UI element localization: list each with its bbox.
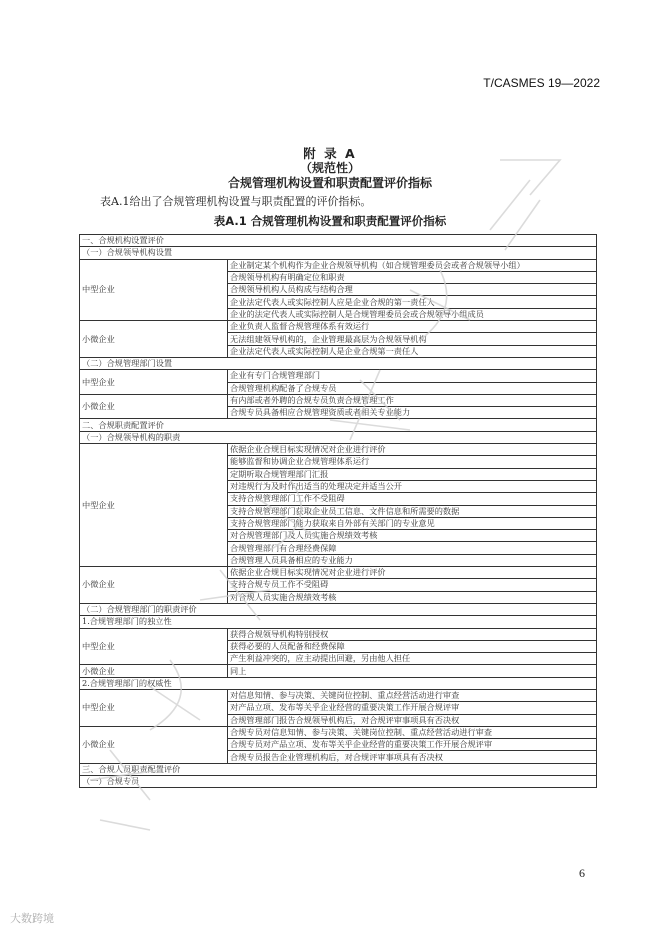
criterion-cell: 对信息知情、参与决策、关键岗位控制、重点经营活动进行审查 [228,689,597,701]
table-row [80,776,597,788]
table-row [80,431,597,443]
criterion-cell: 合规专员具备相应合规管理资质或者相关专业能力 [228,407,597,419]
subsection-heading: 1.合规管理部门的独立性 [80,616,597,628]
criterion-cell: 同上 [228,665,597,677]
table-row [80,616,597,628]
subsection-heading: （二）合规管理部门设置 [80,357,597,369]
criterion-cell: 支持合规管理部门工作不受阻碍 [228,493,597,505]
subsection-heading: （一）合规领导机构的职责 [80,431,597,443]
criterion-cell: 对合规管理部门及人员实施合规绩效考核 [228,530,597,542]
table-row [80,357,597,369]
criterion-cell: 获得合规领导机构特别授权 [228,628,597,640]
criterion-cell: 合规管理部门报告合规领导机构后，对合规评审事项具有否决权 [228,714,597,726]
evaluation-table [79,234,597,788]
criterion-cell: 合规领导机构有明确定位和职责 [228,271,597,283]
criterion-cell: 对合规人员实施合规绩效考核 [228,591,597,603]
standard-code: T/CASMES 19—2022 [483,76,600,90]
category-cell: 小微企业 [80,726,228,763]
criterion-cell: 支持合规管理部门能力获取来自外部有关部门的专业意见 [228,517,597,529]
table-row [80,567,597,579]
criterion-cell: 能够监督和协调企业合规管理体系运行 [228,456,597,468]
section-heading: 二、合规职责配置评价 [80,419,597,431]
category-cell: 小微企业 [80,394,228,419]
criterion-cell: 企业负责人监督合规管理体系有效运行 [228,321,597,333]
table-row [80,321,597,333]
footer-logo: 大数跨境 [10,912,54,925]
table-row [80,235,597,247]
criterion-cell: 企业法定代表人或实际控制人应是企业合规的第一责任人 [228,296,597,308]
criterion-cell: 合规专员报告企业管理机构后，对合规评审事项具有否决权 [228,751,597,763]
criterion-cell: 产生利益冲突的，应主动提出回避，另由他人担任 [228,653,597,665]
page-number: 6 [579,866,585,880]
table-row [80,444,597,456]
criterion-cell: 企业的法定代表人或实际控制人是合规管理委员会或合规领导小组成员 [228,308,597,320]
appendix-subtitle: 合规管理机构设置和职责配置评价指标 [227,176,432,190]
category-cell: 中型企业 [80,444,228,567]
table-row [80,689,597,701]
criterion-cell: 依据企业合规目标实现情况对企业进行评价 [228,444,597,456]
subsection-heading: （一）合规领导机构设置 [80,247,597,259]
section-heading: 三、合规人员职责配置评价 [80,763,597,775]
criterion-cell: 合规管理机构配备了合规专员 [228,382,597,394]
criterion-cell: 对产品立项、发布等关乎企业经营的重要决策工作开展合规评审 [228,702,597,714]
criterion-cell: 企业有专门合规管理部门 [228,370,597,382]
category-cell: 中型企业 [80,370,228,395]
criterion-cell: 无法组建领导机构的，企业管理最高层为合规领导机构 [228,333,597,345]
criterion-cell: 支持合规专员工作不受阻碍 [228,579,597,591]
table-row [80,665,597,677]
table-row [80,419,597,431]
table-row [80,763,597,775]
appendix-title: 附 录 A [303,146,357,161]
table-caption: 表A.1 合规管理机构设置和职责配置评价指标 [213,214,447,228]
intro-text: 表A.1给出了合规管理机构设置与职责配置的评价指标。 [100,195,372,208]
criterion-cell: 获得必要的人员配备和经费保障 [228,640,597,652]
criterion-cell: 定期听取合规管理部门汇报 [228,468,597,480]
table-row [80,247,597,259]
criterion-cell: 合规管理人员具备相应的专业能力 [228,554,597,566]
table-row [80,259,597,271]
table-row [80,370,597,382]
table-row [80,677,597,689]
section-heading: 一、合规机构设置评价 [80,235,597,247]
criterion-cell: 合规专员对产品立项、发布等关乎企业经营的重要决策工作开展合规评审 [228,739,597,751]
criterion-cell: 合规管理部门有合理经费保障 [228,542,597,554]
criterion-cell: 合规专员对信息知情、参与决策、关键岗位控制、重点经营活动进行审查 [228,726,597,738]
criterion-cell: 有内部或者外聘的合规专员负责合规管理工作 [228,394,597,406]
table-row [80,726,597,738]
criterion-cell: 合规领导机构人员构成与结构合理 [228,284,597,296]
category-cell: 小微企业 [80,665,228,677]
criterion-cell: 支持合规管理部门获取企业员工信息、文件信息和所需要的数据 [228,505,597,517]
table-row [80,603,597,615]
category-cell: 中型企业 [80,259,228,320]
normative-label: （规范性） [299,161,360,175]
criterion-cell: 企业制定某个机构作为企业合规领导机构（如合规管理委员会或者合规领导小组） [228,259,597,271]
category-cell: 中型企业 [80,689,228,726]
criterion-cell: 企业法定代表人或实际控制人是企业合规第一责任人 [228,345,597,357]
subsection-heading: （一）合规专员 [80,776,597,788]
category-cell: 小微企业 [80,567,228,604]
category-cell: 中型企业 [80,628,228,665]
subsection-heading: （二）合规管理部门的职责评价 [80,603,597,615]
table-row [80,394,597,406]
criterion-cell: 对违规行为及时作出适当的处理决定并适当公开 [228,480,597,492]
category-cell: 小微企业 [80,321,228,358]
subsection-heading: 2.合规管理部门的权威性 [80,677,597,689]
criterion-cell: 依据企业合规目标实现情况对企业进行评价 [228,567,597,579]
table-row [80,628,597,640]
